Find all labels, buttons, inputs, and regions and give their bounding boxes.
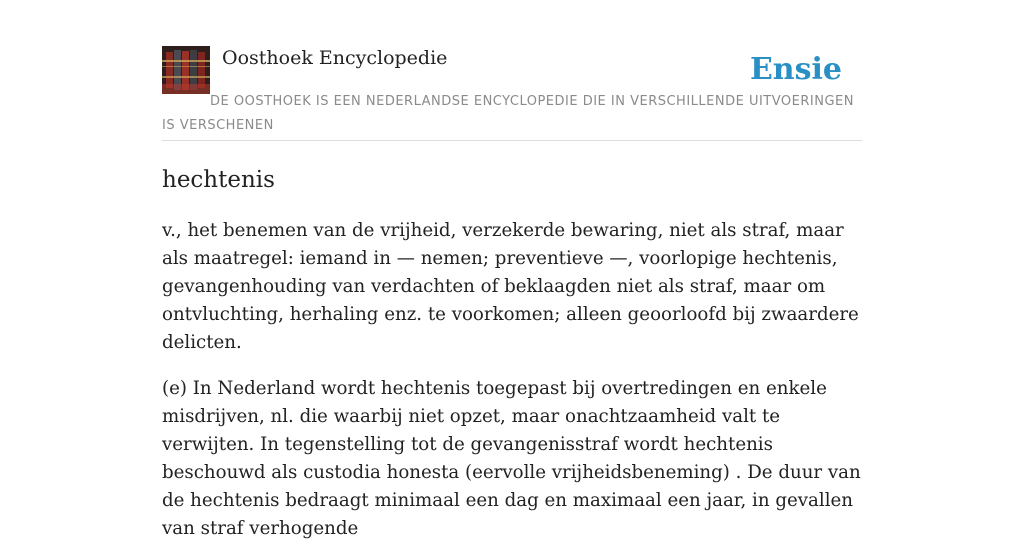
encyclopedia-books-icon[interactable] — [162, 46, 210, 94]
site-header — [162, 46, 862, 141]
entry-paragraph: v., het benemen van de vrijheid, verzekerde bewaring, niet als straf, maar als maatregel: iemand in — nemen; preventieve —, voorlopige hechtenis, gevangenhouding van verdachten of beklaagden niet als straf, maar om ontvluchting, herhaling enz. te voorkomen; alleen geoorloofd bij zwaardere delicten. — [162, 220, 859, 353]
site-title[interactable]: Oosthoek Encyclopedie — [222, 47, 448, 69]
page — [162, 0, 862, 543]
entry-title: hechtenis — [162, 167, 275, 193]
entry-paragraph: (e) In Nederland wordt hechtenis toegepast bij overtredingen en enkele misdrijven, nl. die waarbij niet opzet, maar onachtzaamheid valt te verwijten. In tegenstelling tot de gevangenisstraf wordt hechtenis beschouwd als custodia honesta (eervolle vrijheidsbeneming) . De duur van de hechtenis bedraagt minimaal een dag en maximaal een jaar, in gevallen van straf verhogende — [162, 378, 861, 539]
brand-logo[interactable]: Ensie — [749, 52, 842, 87]
entry-content — [162, 165, 862, 543]
site-tagline: DE OOSTHOEK IS EEN NEDERLANDSE ENCYCLOPEDIE DIE IN VERSCHILLENDE UITVOERINGEN IS VERSCHENEN — [162, 94, 854, 133]
